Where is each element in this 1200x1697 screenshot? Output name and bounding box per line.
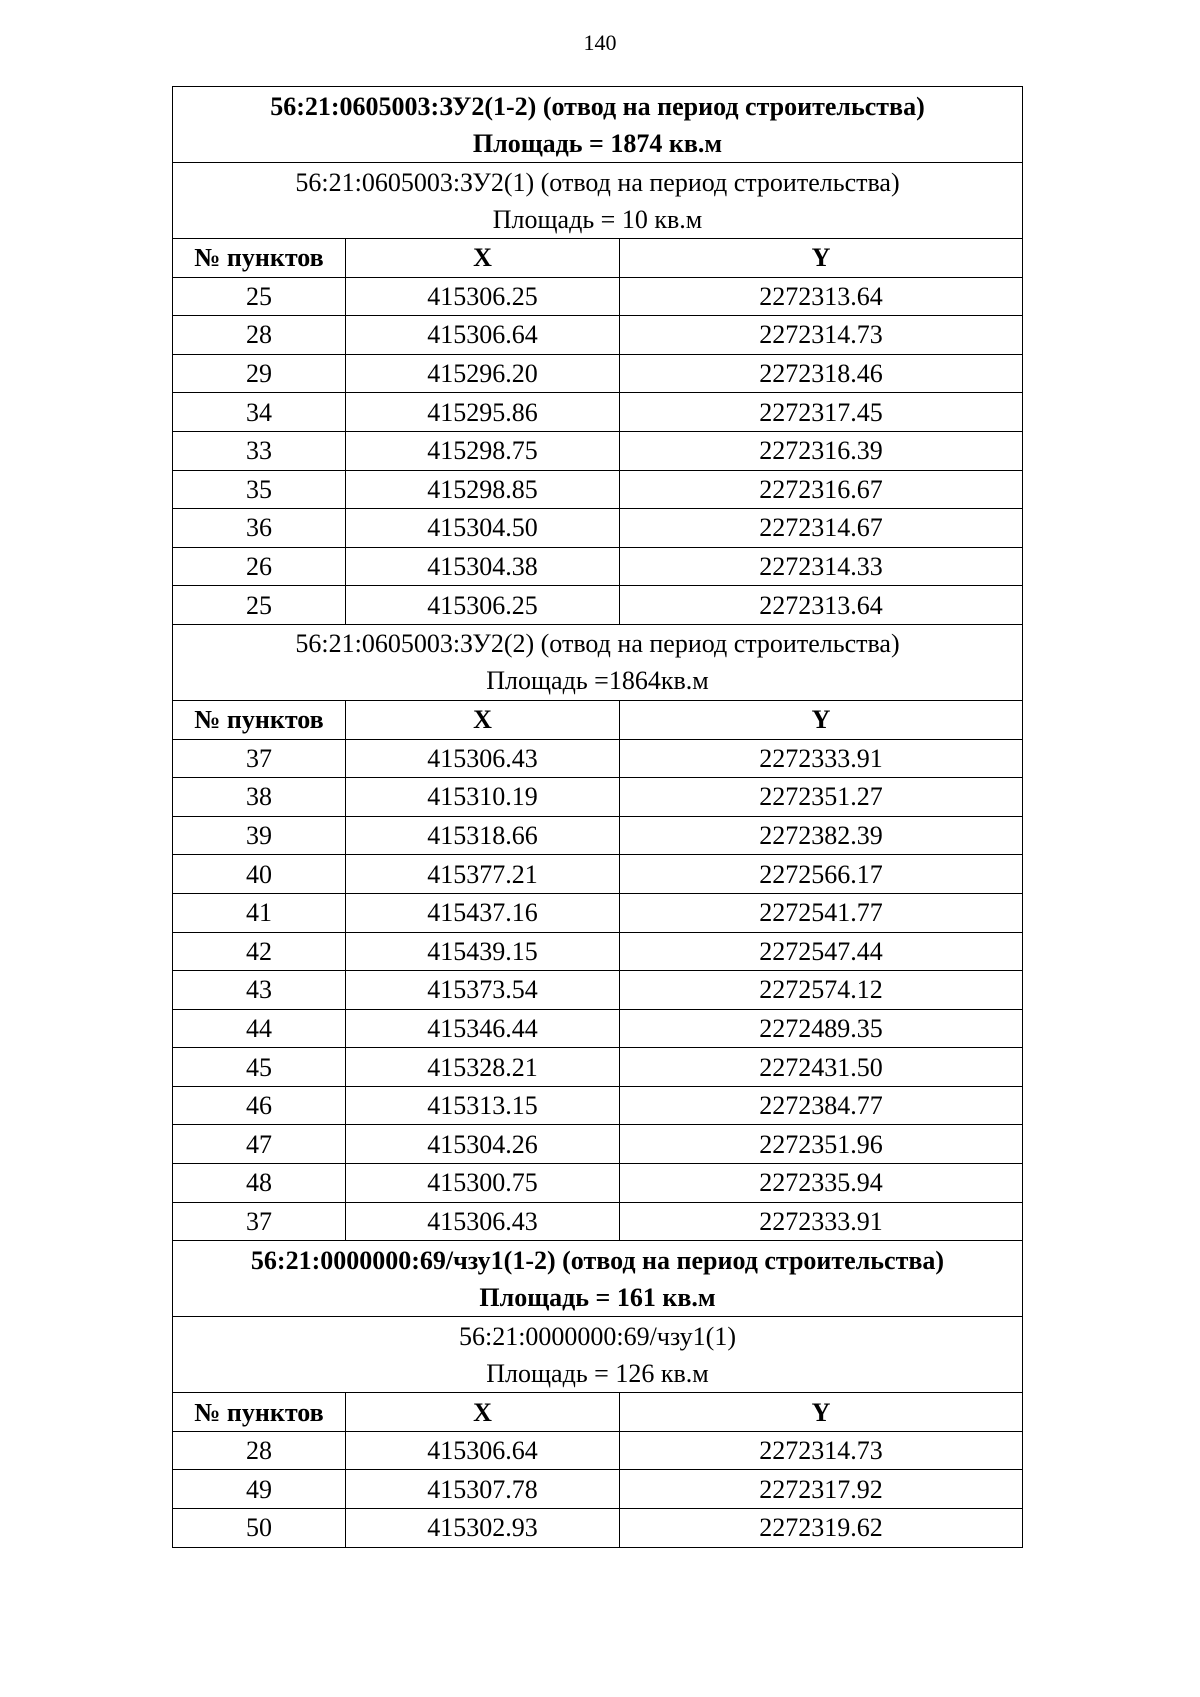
x-cell: 415306.43 — [346, 739, 620, 778]
x-cell: 415302.93 — [346, 1509, 620, 1548]
point-cell: № пунктов — [173, 1393, 346, 1432]
table-row — [173, 1009, 1023, 1048]
coordinates-table — [172, 86, 1023, 1548]
part-header-title: 56:21:0605003:ЗУ2(2) (отвод на период строительства) — [295, 629, 900, 659]
part-header-cell — [173, 163, 1023, 239]
table-row — [173, 816, 1023, 855]
part-header-area: Площадь = 126 кв.м — [486, 1358, 709, 1388]
x-cell: 415306.25 — [346, 277, 620, 316]
y-cell: Y — [620, 700, 1023, 739]
y-cell: 2272335.94 — [620, 1164, 1023, 1203]
point-cell: 49 — [173, 1470, 346, 1509]
table-row — [173, 509, 1023, 548]
group-header-cell — [173, 1241, 1023, 1317]
table-row — [173, 316, 1023, 355]
point-cell: 47 — [173, 1125, 346, 1164]
x-cell: 415307.78 — [346, 1470, 620, 1509]
point-cell: 37 — [173, 739, 346, 778]
x-cell: 415313.15 — [346, 1086, 620, 1125]
part-header-title: 56:21:0000000:69/чзу1(1) — [458, 1321, 736, 1351]
point-cell: 38 — [173, 778, 346, 817]
x-cell: 415298.75 — [346, 431, 620, 470]
y-cell: 2272319.62 — [620, 1509, 1023, 1548]
x-cell: 415346.44 — [346, 1009, 620, 1048]
part-header-area: Площадь = 10 кв.м — [492, 204, 703, 234]
part-header-cell — [173, 1317, 1023, 1393]
y-cell: Y — [620, 1393, 1023, 1432]
table-row — [173, 893, 1023, 932]
y-cell: 2272314.73 — [620, 1431, 1023, 1470]
x-cell: 415373.54 — [346, 971, 620, 1010]
y-cell: 2272314.67 — [620, 509, 1023, 548]
part-header — [173, 163, 1023, 239]
point-cell: 35 — [173, 470, 346, 509]
table-row — [173, 354, 1023, 393]
x-cell: 415306.25 — [346, 586, 620, 625]
y-cell: 2272318.46 — [620, 354, 1023, 393]
part-header — [173, 624, 1023, 700]
part-header-area: Площадь =1864кв.м — [486, 666, 709, 696]
column-header-row — [173, 700, 1023, 739]
point-cell: 50 — [173, 1509, 346, 1548]
point-cell: 48 — [173, 1164, 346, 1203]
x-cell: 415328.21 — [346, 1048, 620, 1087]
table-row — [173, 971, 1023, 1010]
point-cell: 46 — [173, 1086, 346, 1125]
column-header-row — [173, 239, 1023, 278]
table-row — [173, 586, 1023, 625]
group-header-title: 56:21:0605003:ЗУ2(1-2) (отвод на период строительства) — [270, 91, 925, 121]
group-header — [173, 1241, 1023, 1317]
table-row — [173, 470, 1023, 509]
y-cell: 2272431.50 — [620, 1048, 1023, 1087]
point-cell: № пунктов — [173, 700, 346, 739]
point-cell: 33 — [173, 431, 346, 470]
point-cell: 40 — [173, 855, 346, 894]
x-cell: X — [346, 700, 620, 739]
y-cell: 2272489.35 — [620, 1009, 1023, 1048]
y-cell: 2272314.33 — [620, 547, 1023, 586]
x-cell: 415298.85 — [346, 470, 620, 509]
x-cell: 415300.75 — [346, 1164, 620, 1203]
x-cell: 415306.64 — [346, 1431, 620, 1470]
point-cell: 41 — [173, 893, 346, 932]
x-cell: 415295.86 — [346, 393, 620, 432]
point-cell: 39 — [173, 816, 346, 855]
y-cell: 2272333.91 — [620, 739, 1023, 778]
table-row — [173, 932, 1023, 971]
x-cell: 415304.26 — [346, 1125, 620, 1164]
table-row — [173, 1164, 1023, 1203]
y-cell: 2272574.12 — [620, 971, 1023, 1010]
x-cell: 415377.21 — [346, 855, 620, 894]
y-cell: 2272547.44 — [620, 932, 1023, 971]
y-cell: 2272566.17 — [620, 855, 1023, 894]
table-row — [173, 431, 1023, 470]
table-row — [173, 1509, 1023, 1548]
x-cell: 415318.66 — [346, 816, 620, 855]
point-cell: 26 — [173, 547, 346, 586]
x-cell: 415306.64 — [346, 316, 620, 355]
point-cell: 43 — [173, 971, 346, 1010]
point-cell: 45 — [173, 1048, 346, 1087]
x-cell: 415296.20 — [346, 354, 620, 393]
y-cell: 2272317.92 — [620, 1470, 1023, 1509]
group-header-cell — [173, 87, 1023, 163]
x-cell: 415437.16 — [346, 893, 620, 932]
group-header-area: Площадь = 1874 кв.м — [472, 128, 723, 158]
x-cell: X — [346, 1393, 620, 1432]
y-cell: 2272541.77 — [620, 893, 1023, 932]
x-cell: X — [346, 239, 620, 278]
point-cell: 42 — [173, 932, 346, 971]
point-cell: 25 — [173, 586, 346, 625]
y-cell: 2272351.96 — [620, 1125, 1023, 1164]
point-cell: 44 — [173, 1009, 346, 1048]
y-cell: 2272317.45 — [620, 393, 1023, 432]
table-row — [173, 1202, 1023, 1241]
point-cell: 28 — [173, 1431, 346, 1470]
table-row — [173, 1086, 1023, 1125]
table-row — [173, 1431, 1023, 1470]
y-cell: 2272313.64 — [620, 277, 1023, 316]
x-cell: 415306.43 — [346, 1202, 620, 1241]
part-header — [173, 1317, 1023, 1393]
table-row — [173, 1125, 1023, 1164]
coordinates-table-body — [173, 87, 1023, 1548]
point-cell: 34 — [173, 393, 346, 432]
y-cell: 2272314.73 — [620, 316, 1023, 355]
y-cell: 2272382.39 — [620, 816, 1023, 855]
point-cell: 36 — [173, 509, 346, 548]
part-header-cell — [173, 624, 1023, 700]
table-row — [173, 855, 1023, 894]
x-cell: 415310.19 — [346, 778, 620, 817]
group-header-title: 56:21:0000000:69/чзу1(1-2) (отвод на период строительства) — [250, 1245, 945, 1275]
y-cell: 2272316.39 — [620, 431, 1023, 470]
point-cell: 28 — [173, 316, 346, 355]
table-row — [173, 1048, 1023, 1087]
x-cell: 415439.15 — [346, 932, 620, 971]
group-header-area: Площадь = 161 кв.м — [479, 1282, 716, 1312]
y-cell: 2272384.77 — [620, 1086, 1023, 1125]
y-cell: 2272333.91 — [620, 1202, 1023, 1241]
y-cell: 2272316.67 — [620, 470, 1023, 509]
table-row — [173, 739, 1023, 778]
part-header-title: 56:21:0605003:ЗУ2(1) (отвод на период строительства) — [295, 167, 900, 197]
y-cell: 2272351.27 — [620, 778, 1023, 817]
table-row — [173, 547, 1023, 586]
table-row — [173, 277, 1023, 316]
point-cell: 25 — [173, 277, 346, 316]
table-row — [173, 1470, 1023, 1509]
point-cell: 29 — [173, 354, 346, 393]
table-row — [173, 778, 1023, 817]
group-header — [173, 87, 1023, 163]
page-number: 140 — [583, 30, 617, 55]
x-cell: 415304.38 — [346, 547, 620, 586]
y-cell: Y — [620, 239, 1023, 278]
column-header-row — [173, 1393, 1023, 1432]
table-row — [173, 393, 1023, 432]
y-cell: 2272313.64 — [620, 586, 1023, 625]
point-cell: № пунктов — [173, 239, 346, 278]
x-cell: 415304.50 — [346, 509, 620, 548]
point-cell: 37 — [173, 1202, 346, 1241]
